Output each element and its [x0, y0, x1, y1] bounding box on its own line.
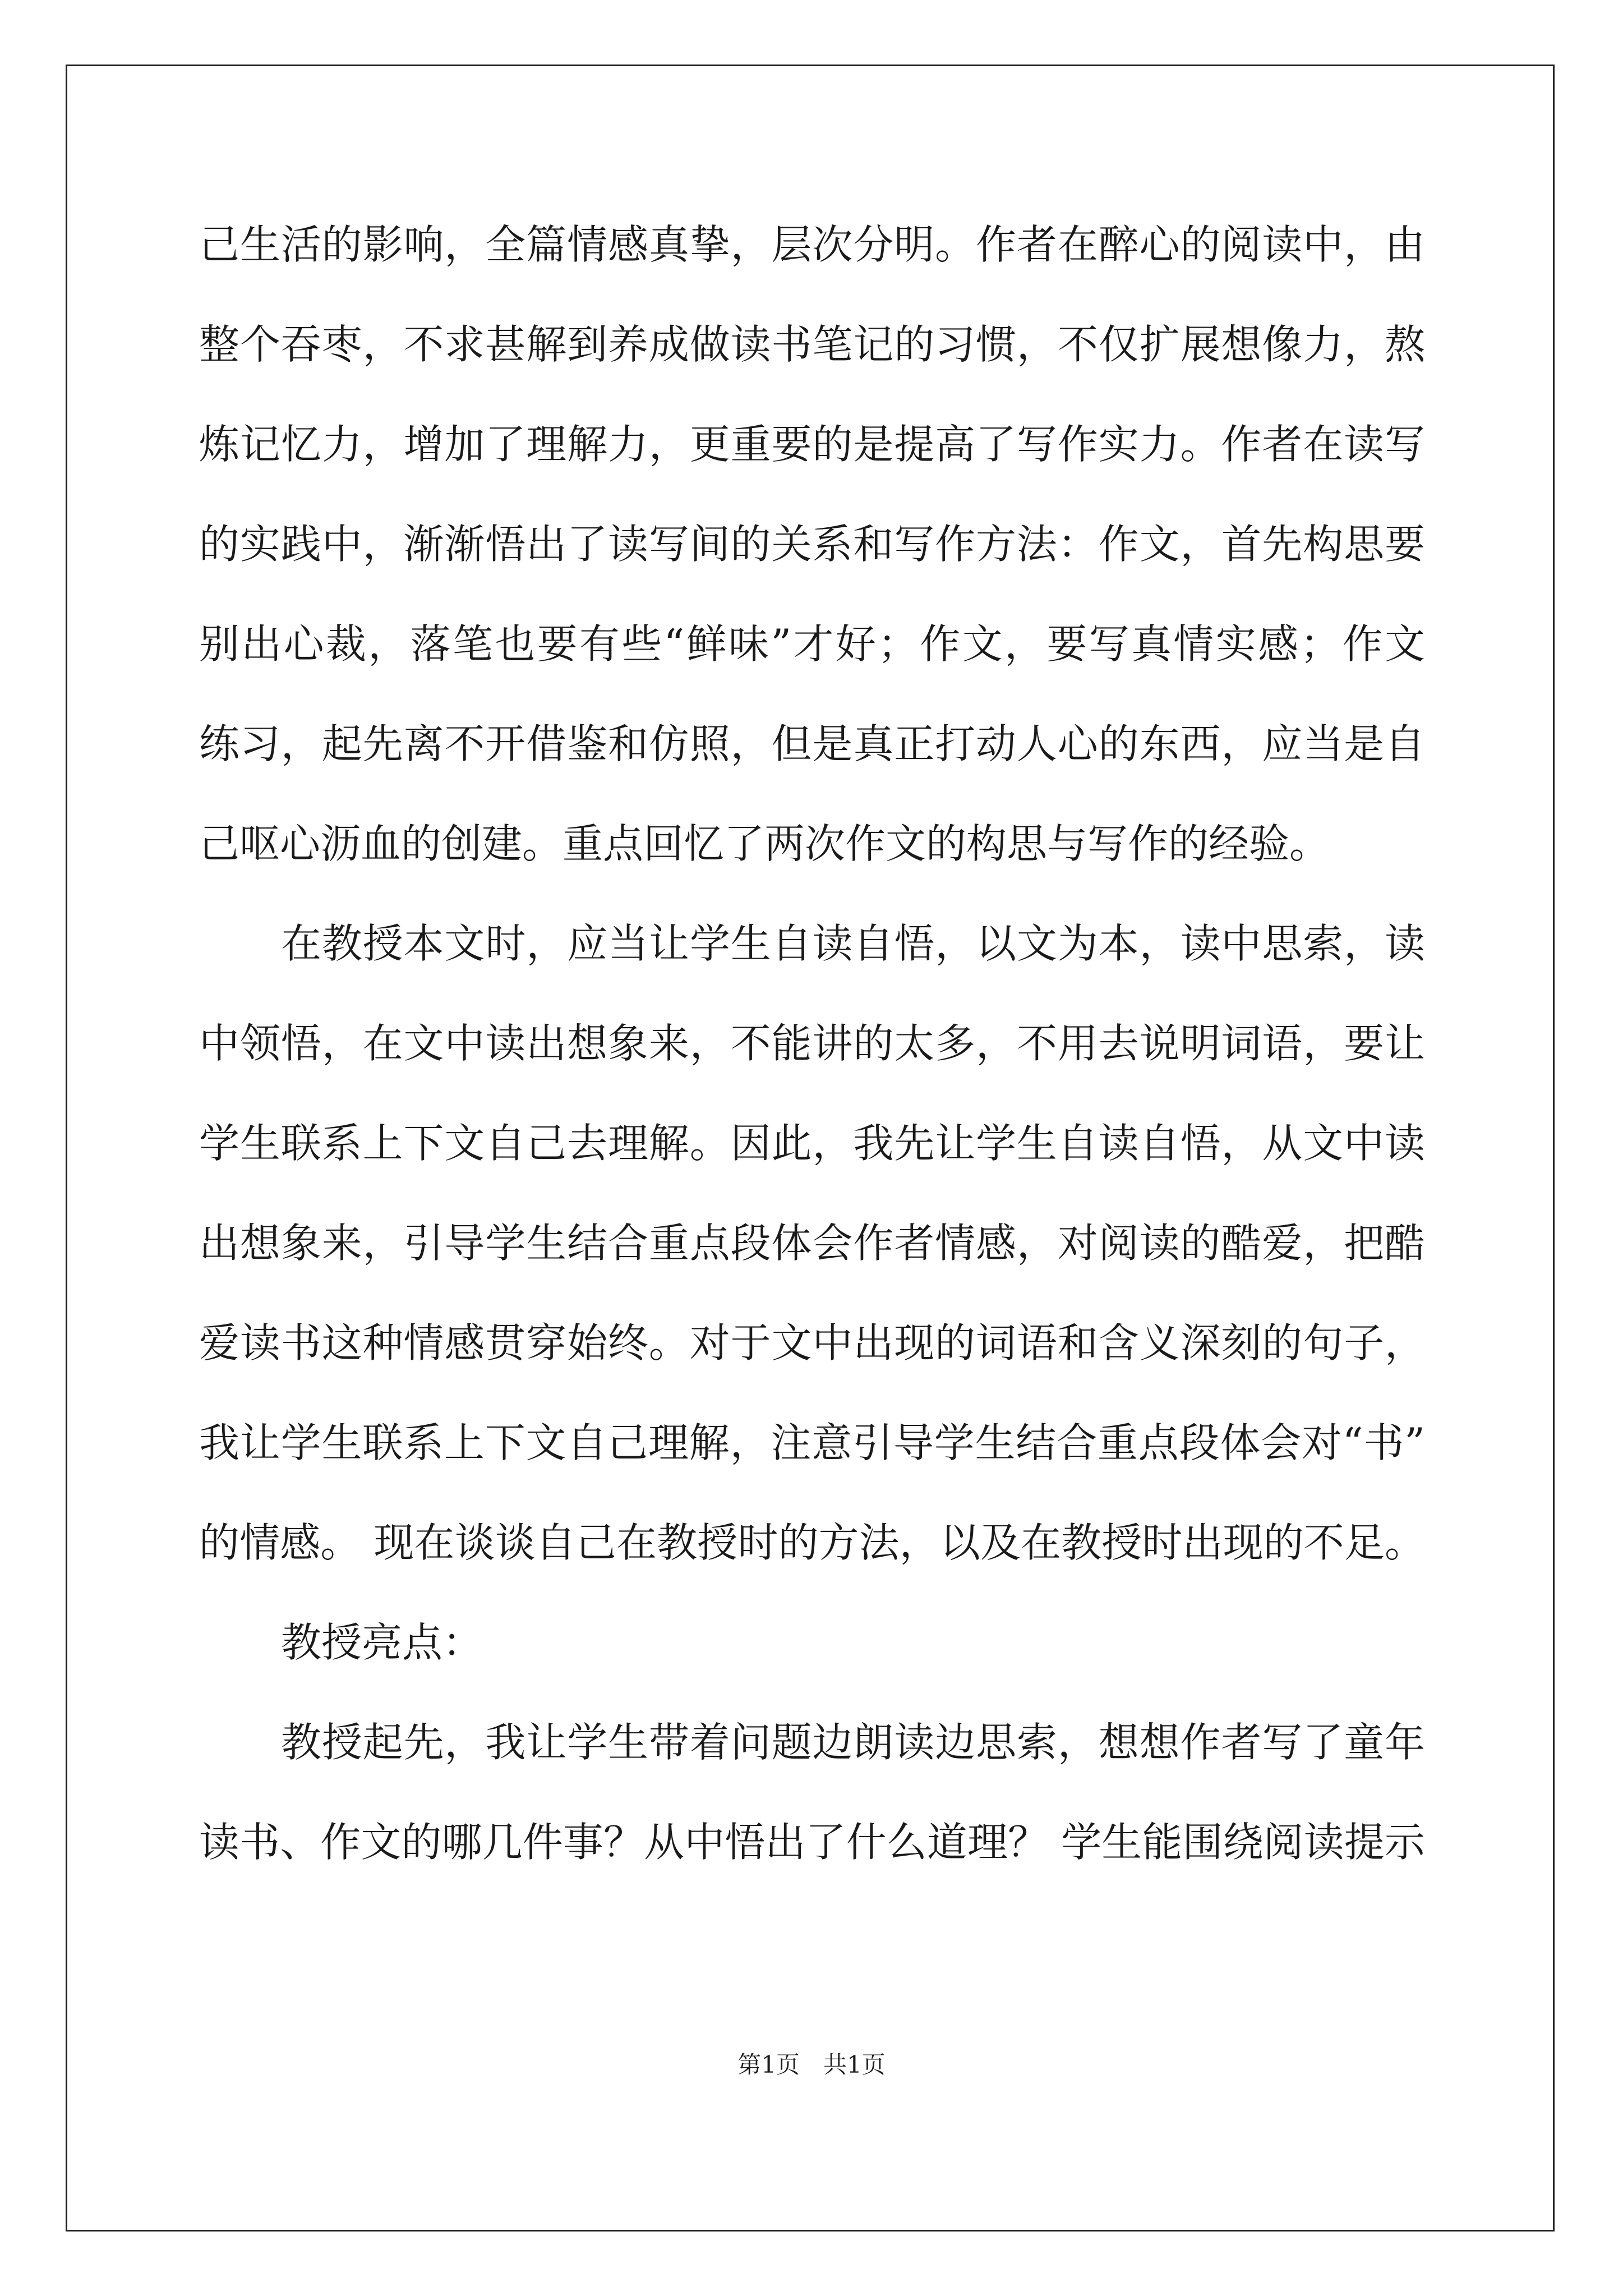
text-line: 炼记忆力，增加了理解力，更重要的是提高了写作实力。作者在读写 — [199, 421, 1425, 468]
text-line: 别出心裁，落笔也要有些“鲜味”才好；作文，要写真情实感；作文 — [199, 620, 1425, 668]
text-line: 整个吞枣，不求甚解到养成做读书笔记的习惯，不仅扩展想像力，熬 — [199, 321, 1425, 368]
text-line: 己呕心沥血的创建。重点回忆了两次作文的构思与写作的经验。 — [199, 820, 1330, 867]
text-line: 己生活的影响，全篇情感真挚，层次分明。作者在醉心的阅读中，由 — [199, 221, 1425, 268]
text-line: 我让学生联系上下文自己理解，注意引导学生结合重点段体会对“书” — [199, 1419, 1425, 1466]
text-line: 爱读书这种情感贯穿始终。对于文中出现的词语和含义深刻的句子， — [199, 1319, 1425, 1366]
paragraph-first-line: 在教授本文时，应当让学生自读自悟，以文为本，读中思索，读 — [281, 920, 1425, 967]
text-line: 的情感。 现在谈谈自己在教授时的方法，以及在教授时出现的不足。 — [199, 1519, 1425, 1566]
text-line: 出想象来，引导学生结合重点段体会作者情感，对阅读的酷爱，把酷 — [199, 1220, 1425, 1267]
section-heading: 教授亮点： — [281, 1619, 483, 1666]
text-line: 中领悟，在文中读出想象来，不能讲的太多，不用去说明词语，要让 — [199, 1020, 1425, 1067]
text-line: 读书、作文的哪几件事？从中悟出了什么道理？ 学生能围绕阅读提示 — [199, 1819, 1425, 1866]
page-footer: 第1页 共1页 — [737, 2051, 886, 2078]
text-line: 的实践中，渐渐悟出了读写间的关系和写作方法：作文，首先构思要 — [199, 521, 1425, 568]
text-line: 学生联系上下文自己去理解。因此，我先让学生自读自悟，从文中读 — [199, 1120, 1425, 1167]
text-line: 练习，起先离不开借鉴和仿照，但是真正打动人心的东西，应当是自 — [199, 720, 1425, 767]
paragraph-first-line: 教授起先，我让学生带着问题边朗读边思索，想想作者写了童年 — [281, 1719, 1425, 1766]
